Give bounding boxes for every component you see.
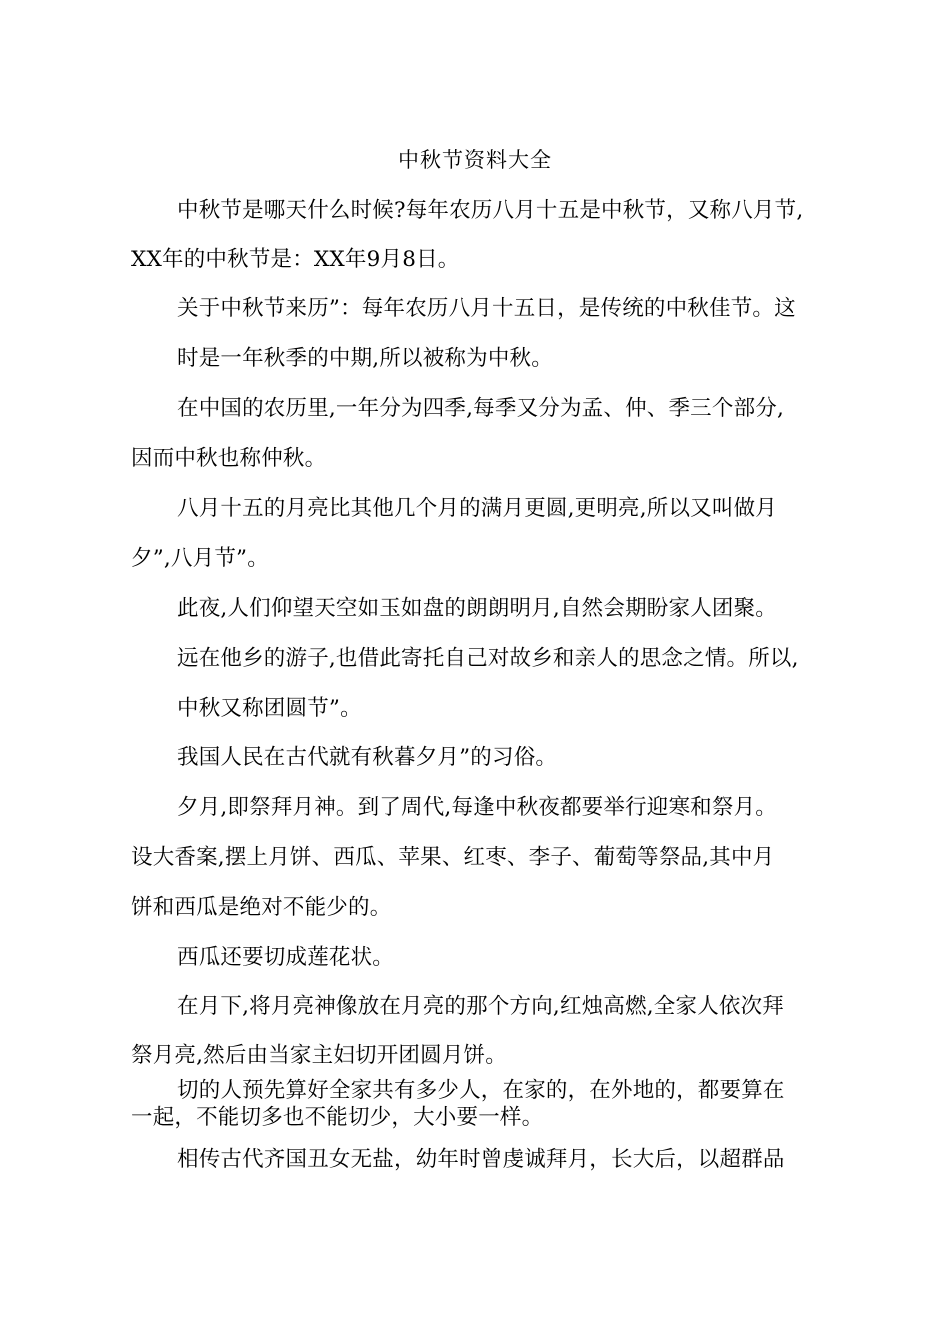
paragraph-line: 八月十五的月亮比其他几个月的满月更圆,更明亮,所以又叫做月 <box>177 496 777 521</box>
paragraph-line: 因而中秋也称仲秋。 <box>131 446 327 471</box>
paragraph-line: 在中国的农历里,一年分为四季,每季又分为孟、仲、季三个部分, <box>177 396 785 421</box>
paragraph-line: 此夜,人们仰望天空如玉如盘的朗朗明月,自然会期盼家人团聚。 <box>177 596 777 621</box>
paragraph-line: 中秋节是哪天什么时候?每年农历八月十五是中秋节，又称八月节, <box>177 198 804 223</box>
paragraph-line: 切的人预先算好全家共有多少人，在家的，在外地的，都要算在 <box>177 1078 785 1103</box>
paragraph-line: 相传古代齐国丑女无盐，幼年时曾虔诚拜月，长大后，以超群品 <box>177 1147 785 1172</box>
paragraph-line: 远在他乡的游子,也借此寄托自己对故乡和亲人的思念之情。所以, <box>177 646 799 671</box>
paragraph-line: 祭月亮,然后由当家主妇切开团圆月饼。 <box>131 1043 507 1068</box>
paragraph-line: 设大香案,摆上月饼、西瓜、苹果、红枣、李子、葡萄等祭品,其中月 <box>131 845 775 870</box>
paragraph-line: 时是一年秋季的中期,所以被称为中秋。 <box>177 346 553 371</box>
paragraph-line: 一起，不能切多也不能切少，大小要一样。 <box>131 1105 544 1130</box>
paragraph-line: XX年的中秋节是：XX年9月8日。 <box>131 247 460 272</box>
paragraph-line: 我国人民在古代就有秋暮夕月”的习俗。 <box>177 745 558 770</box>
paragraph-line: 西瓜还要切成莲花状。 <box>177 945 395 970</box>
paragraph-line: 夕月,即祭拜月神。到了周代,每逢中秋夜都要举行迎寒和祭月。 <box>177 795 777 820</box>
paragraph-line: 关于中秋节来历”：每年农历八月十五日，是传统的中秋佳节。这 <box>177 296 796 321</box>
paragraph-line: 饼和西瓜是绝对不能少的。 <box>131 895 392 920</box>
paragraph-line: 夕”,八月节”。 <box>131 546 269 571</box>
paragraph-line: 在月下,将月亮神像放在月亮的那个方向,红烛高燃,全家人依次拜 <box>177 994 785 1019</box>
document-title: 中秋节资料大全 <box>398 148 552 172</box>
paragraph-line: 中秋又称团圆节”。 <box>177 696 362 721</box>
